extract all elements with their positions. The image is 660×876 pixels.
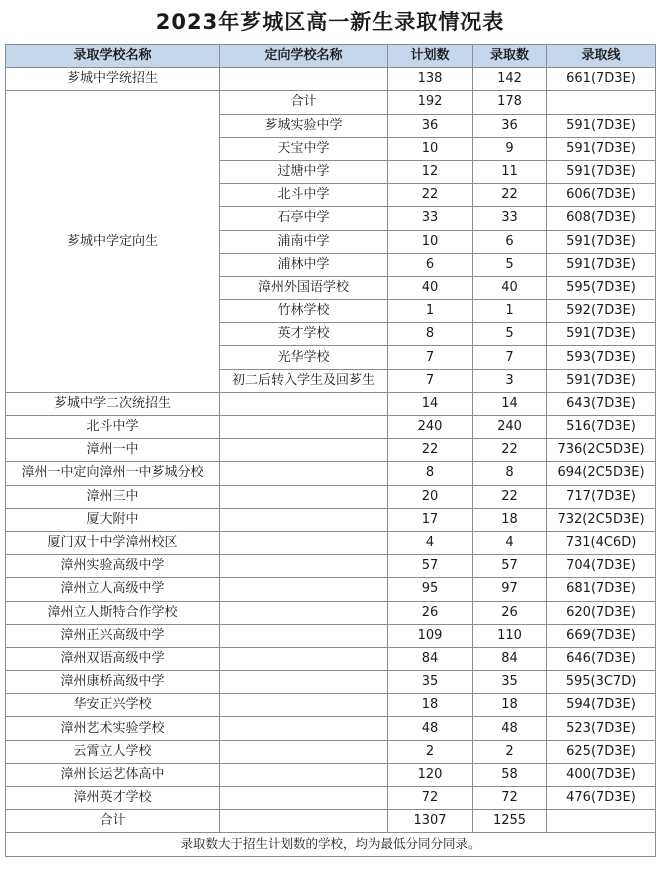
cell-target: 浦林中学 xyxy=(220,253,388,276)
cell-cutoff: 594(7D3E) xyxy=(547,694,656,717)
cell-admitted: 35 xyxy=(473,671,547,694)
cell-cutoff: 591(7D3E) xyxy=(547,137,656,160)
cell-cutoff: 694(2C5D3E) xyxy=(547,462,656,485)
cell-admitted: 22 xyxy=(473,184,547,207)
cell-target: 光华学校 xyxy=(220,346,388,369)
cell-school: 芗城中学定向生 xyxy=(6,91,220,392)
cell-school: 漳州实验高级中学 xyxy=(6,555,220,578)
cell-admitted: 8 xyxy=(473,462,547,485)
table-row xyxy=(6,740,656,763)
cell-school: 漳州英才学校 xyxy=(6,787,220,810)
cell-school: 厦门双十中学漳州校区 xyxy=(6,531,220,554)
cell-target: 竹林学校 xyxy=(220,300,388,323)
table-row xyxy=(6,717,656,740)
table-row xyxy=(6,624,656,647)
cell-admitted: 3 xyxy=(473,369,547,392)
cell-cutoff: 681(7D3E) xyxy=(547,578,656,601)
cell-school: 漳州康桥高级中学 xyxy=(6,671,220,694)
table-row xyxy=(6,763,656,786)
cell-plan: 192 xyxy=(388,91,473,114)
cell-plan: 8 xyxy=(388,462,473,485)
table-row xyxy=(6,601,656,624)
cell-plan: 84 xyxy=(388,647,473,670)
cell-cutoff: 591(7D3E) xyxy=(547,114,656,137)
cell-cutoff: 731(4C6D) xyxy=(547,531,656,554)
cell-cutoff: 591(7D3E) xyxy=(547,369,656,392)
cell-plan: 4 xyxy=(388,531,473,554)
cell-admitted: 26 xyxy=(473,601,547,624)
cell-target xyxy=(220,416,388,439)
cell-plan: 10 xyxy=(388,137,473,160)
table-row xyxy=(6,810,656,833)
table-row xyxy=(6,462,656,485)
cell-cutoff: 516(7D3E) xyxy=(547,416,656,439)
cell-target: 天宝中学 xyxy=(220,137,388,160)
cell-school: 合计 xyxy=(6,810,220,833)
cell-school: 漳州长运艺体高中 xyxy=(6,763,220,786)
cell-admitted: 7 xyxy=(473,346,547,369)
table-row xyxy=(6,439,656,462)
cell-admitted: 14 xyxy=(473,392,547,415)
cell-target xyxy=(220,531,388,554)
cell-plan: 40 xyxy=(388,276,473,299)
cell-school: 漳州一中定向漳州一中芗城分校 xyxy=(6,462,220,485)
cell-admitted: 6 xyxy=(473,230,547,253)
cell-plan: 2 xyxy=(388,740,473,763)
cell-target: 北斗中学 xyxy=(220,184,388,207)
cell-target xyxy=(220,624,388,647)
cell-plan: 8 xyxy=(388,323,473,346)
cell-target xyxy=(220,694,388,717)
cell-admitted: 1255 xyxy=(473,810,547,833)
cell-cutoff: 620(7D3E) xyxy=(547,601,656,624)
table-row xyxy=(6,787,656,810)
cell-admitted: 18 xyxy=(473,508,547,531)
cell-plan: 12 xyxy=(388,160,473,183)
table-body xyxy=(6,68,656,833)
cell-cutoff: 595(3C7D) xyxy=(547,671,656,694)
cell-plan: 57 xyxy=(388,555,473,578)
note-row xyxy=(6,833,656,856)
cell-target xyxy=(220,68,388,91)
cell-admitted: 11 xyxy=(473,160,547,183)
cell-cutoff: 591(7D3E) xyxy=(547,160,656,183)
cell-school: 漳州立人斯特合作学校 xyxy=(6,601,220,624)
cell-plan: 10 xyxy=(388,230,473,253)
footnote: 录取数大于招生计划数的学校，均为最低分同分同录。 xyxy=(6,833,656,856)
cell-admitted: 22 xyxy=(473,485,547,508)
cell-school: 漳州双语高级中学 xyxy=(6,647,220,670)
cell-target xyxy=(220,763,388,786)
cell-school: 漳州立人高级中学 xyxy=(6,578,220,601)
page-title: 2023年芗城区高一新生录取情况表 xyxy=(155,10,505,34)
cell-plan: 109 xyxy=(388,624,473,647)
cell-cutoff: 400(7D3E) xyxy=(547,763,656,786)
table-row xyxy=(6,508,656,531)
cell-plan: 36 xyxy=(388,114,473,137)
cell-plan: 18 xyxy=(388,694,473,717)
cell-target xyxy=(220,485,388,508)
cell-target xyxy=(220,671,388,694)
cell-school: 漳州正兴高级中学 xyxy=(6,624,220,647)
cell-plan: 138 xyxy=(388,68,473,91)
cell-cutoff: 704(7D3E) xyxy=(547,555,656,578)
cell-admitted: 178 xyxy=(473,91,547,114)
cell-target xyxy=(220,601,388,624)
cell-cutoff: 591(7D3E) xyxy=(547,323,656,346)
cell-admitted: 40 xyxy=(473,276,547,299)
table-row xyxy=(6,91,656,114)
cell-school: 漳州三中 xyxy=(6,485,220,508)
cell-plan: 1307 xyxy=(388,810,473,833)
cell-target: 英才学校 xyxy=(220,323,388,346)
cell-plan: 1 xyxy=(388,300,473,323)
cell-admitted: 36 xyxy=(473,114,547,137)
cell-target: 初二后转入学生及回芗生 xyxy=(220,369,388,392)
cell-cutoff: 606(7D3E) xyxy=(547,184,656,207)
cell-target xyxy=(220,555,388,578)
cell-admitted: 142 xyxy=(473,68,547,91)
table-row xyxy=(6,647,656,670)
cell-admitted: 2 xyxy=(473,740,547,763)
cell-target xyxy=(220,439,388,462)
cell-admitted: 48 xyxy=(473,717,547,740)
cell-admitted: 57 xyxy=(473,555,547,578)
cell-plan: 7 xyxy=(388,346,473,369)
cell-admitted: 58 xyxy=(473,763,547,786)
cell-admitted: 72 xyxy=(473,787,547,810)
cell-target: 过塘中学 xyxy=(220,160,388,183)
cell-admitted: 84 xyxy=(473,647,547,670)
cell-school: 漳州一中 xyxy=(6,439,220,462)
header-plan: 计划数 xyxy=(388,45,473,68)
cell-cutoff: 643(7D3E) xyxy=(547,392,656,415)
table-row xyxy=(6,694,656,717)
cell-admitted: 4 xyxy=(473,531,547,554)
cell-cutoff: 736(2C5D3E) xyxy=(547,439,656,462)
cell-plan: 48 xyxy=(388,717,473,740)
cell-school: 漳州艺术实验学校 xyxy=(6,717,220,740)
table-row xyxy=(6,578,656,601)
cell-target xyxy=(220,740,388,763)
cell-admitted: 110 xyxy=(473,624,547,647)
cell-cutoff: 476(7D3E) xyxy=(547,787,656,810)
cell-cutoff: 608(7D3E) xyxy=(547,207,656,230)
cell-plan: 22 xyxy=(388,439,473,462)
cell-cutoff xyxy=(547,91,656,114)
cell-cutoff xyxy=(547,810,656,833)
header-school: 录取学校名称 xyxy=(6,45,220,68)
cell-target: 芗城实验中学 xyxy=(220,114,388,137)
cell-cutoff: 625(7D3E) xyxy=(547,740,656,763)
cell-target xyxy=(220,787,388,810)
table-row xyxy=(6,416,656,439)
cell-target xyxy=(220,462,388,485)
cell-cutoff: 591(7D3E) xyxy=(547,253,656,276)
cell-school: 北斗中学 xyxy=(6,416,220,439)
cell-cutoff: 646(7D3E) xyxy=(547,647,656,670)
cell-plan: 35 xyxy=(388,671,473,694)
table-row xyxy=(6,555,656,578)
cell-admitted: 5 xyxy=(473,253,547,276)
cell-plan: 20 xyxy=(388,485,473,508)
cell-plan: 6 xyxy=(388,253,473,276)
cell-admitted: 18 xyxy=(473,694,547,717)
cell-plan: 72 xyxy=(388,787,473,810)
cell-cutoff: 717(7D3E) xyxy=(547,485,656,508)
cell-cutoff: 732(2C5D3E) xyxy=(547,508,656,531)
cell-target xyxy=(220,508,388,531)
cell-admitted: 240 xyxy=(473,416,547,439)
cell-admitted: 5 xyxy=(473,323,547,346)
cell-plan: 95 xyxy=(388,578,473,601)
table-row xyxy=(6,392,656,415)
cell-plan: 7 xyxy=(388,369,473,392)
cell-plan: 240 xyxy=(388,416,473,439)
cell-admitted: 9 xyxy=(473,137,547,160)
cell-plan: 22 xyxy=(388,184,473,207)
cell-cutoff: 591(7D3E) xyxy=(547,230,656,253)
cell-target xyxy=(220,810,388,833)
cell-school: 芗城中学二次统招生 xyxy=(6,392,220,415)
cell-school: 芗城中学统招生 xyxy=(6,68,220,91)
table-row xyxy=(6,671,656,694)
cell-admitted: 1 xyxy=(473,300,547,323)
cell-school: 云霄立人学校 xyxy=(6,740,220,763)
table-header-row xyxy=(6,45,656,68)
table-row xyxy=(6,485,656,508)
cell-school: 华安正兴学校 xyxy=(6,694,220,717)
cell-target: 石亭中学 xyxy=(220,207,388,230)
cell-cutoff: 661(7D3E) xyxy=(547,68,656,91)
header-cutoff: 录取线 xyxy=(547,45,656,68)
cell-target: 漳州外国语学校 xyxy=(220,276,388,299)
cell-admitted: 22 xyxy=(473,439,547,462)
cell-target xyxy=(220,717,388,740)
cell-target xyxy=(220,647,388,670)
cell-cutoff: 593(7D3E) xyxy=(547,346,656,369)
admission-table xyxy=(5,44,656,857)
cell-target: 合计 xyxy=(220,91,388,114)
cell-admitted: 33 xyxy=(473,207,547,230)
cell-cutoff: 523(7D3E) xyxy=(547,717,656,740)
table-row xyxy=(6,531,656,554)
cell-target xyxy=(220,578,388,601)
cell-target: 浦南中学 xyxy=(220,230,388,253)
cell-plan: 33 xyxy=(388,207,473,230)
cell-target xyxy=(220,392,388,415)
table-row xyxy=(6,68,656,91)
header-admitted: 录取数 xyxy=(473,45,547,68)
cell-admitted: 97 xyxy=(473,578,547,601)
cell-cutoff: 592(7D3E) xyxy=(547,300,656,323)
cell-plan: 26 xyxy=(388,601,473,624)
header-target-school: 定向学校名称 xyxy=(220,45,388,68)
cell-school: 厦大附中 xyxy=(6,508,220,531)
cell-plan: 14 xyxy=(388,392,473,415)
cell-cutoff: 669(7D3E) xyxy=(547,624,656,647)
cell-cutoff: 595(7D3E) xyxy=(547,276,656,299)
cell-plan: 120 xyxy=(388,763,473,786)
cell-plan: 17 xyxy=(388,508,473,531)
